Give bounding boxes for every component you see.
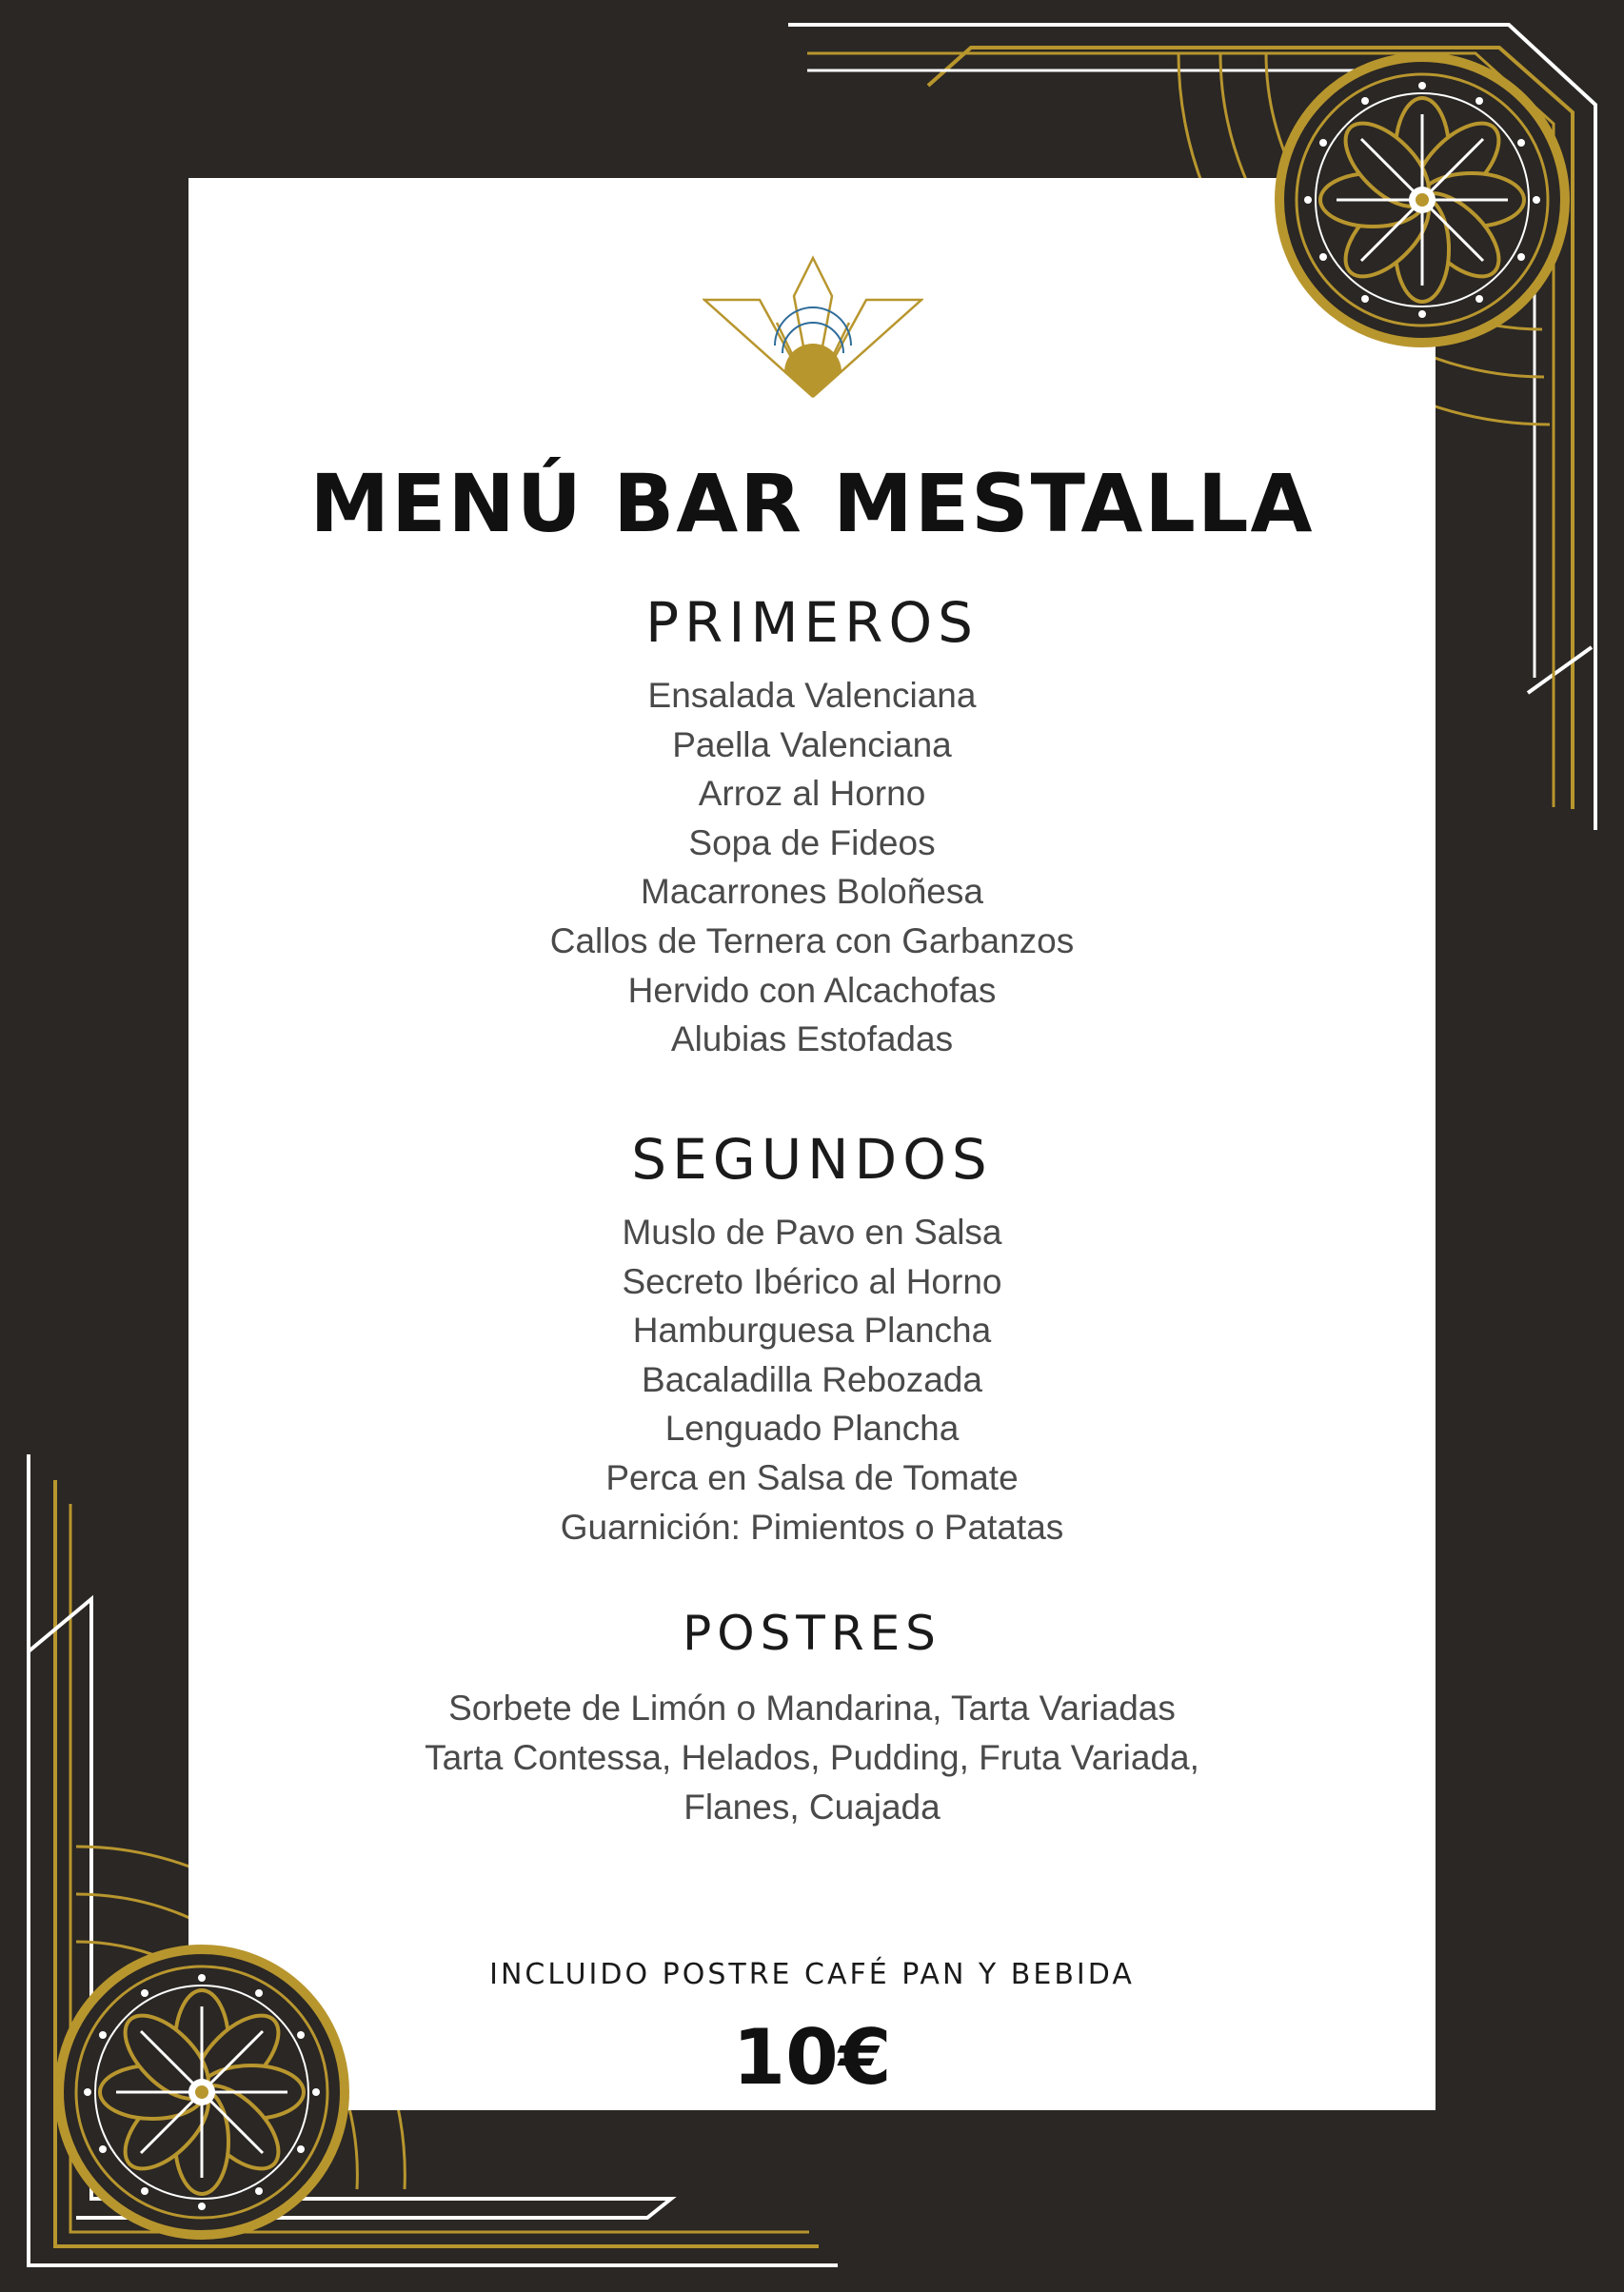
list-item: Muslo de Pavo en Salsa bbox=[622, 1213, 1002, 1252]
section-heading-primeros: PRIMEROS bbox=[645, 590, 979, 655]
menu-card bbox=[188, 178, 1436, 2110]
art-deco-fan-icon bbox=[703, 254, 923, 406]
list-item: Ensalada Valenciana bbox=[647, 676, 977, 715]
list-item: Macarrones Boloñesa bbox=[641, 872, 983, 912]
section-heading-segundos: SEGUNDOS bbox=[631, 1127, 993, 1192]
menu-content bbox=[188, 178, 1436, 2110]
list-item: Guarnición: Pimientos o Patatas bbox=[560, 1507, 1064, 1547]
section-heading-postres: POSTRES bbox=[683, 1606, 941, 1661]
postres-line: Flanes, Cuajada bbox=[683, 1788, 941, 1827]
postres-line: Tarta Contessa, Helados, Pudding, Fruta Variada, bbox=[425, 1738, 1199, 1777]
list-item: Paella Valenciana bbox=[672, 724, 952, 764]
list-item: Sopa de Fideos bbox=[688, 822, 936, 862]
included-note: INCLUIDO POSTRE CAFÉ PAN Y BEBIDA bbox=[489, 1958, 1135, 1991]
list-item: Hamburguesa Plancha bbox=[632, 1311, 992, 1351]
segundos-list bbox=[188, 1208, 1436, 1551]
list-item: Callos de Ternera con Garbanzos bbox=[549, 920, 1075, 960]
primeros-list bbox=[188, 671, 1436, 1064]
list-item: Perca en Salsa de Tomate bbox=[605, 1457, 1019, 1497]
list-item: Hervido con Alcachofas bbox=[627, 970, 997, 1010]
menu-title: MENÚ BAR MESTALLA bbox=[309, 457, 1315, 550]
list-item: Lenguado Plancha bbox=[664, 1409, 960, 1449]
postres-text bbox=[188, 1684, 1436, 1832]
list-item: Arroz al Horno bbox=[698, 774, 926, 814]
list-item: Secreto Ibérico al Horno bbox=[622, 1261, 1002, 1301]
postres-line: Sorbete de Limón o Mandarina, Tarta Variadas bbox=[448, 1689, 1176, 1728]
list-item: Alubias Estofadas bbox=[670, 1019, 954, 1059]
price: 10€ bbox=[732, 2013, 892, 2102]
list-item: Bacaladilla Rebozada bbox=[642, 1359, 982, 1399]
